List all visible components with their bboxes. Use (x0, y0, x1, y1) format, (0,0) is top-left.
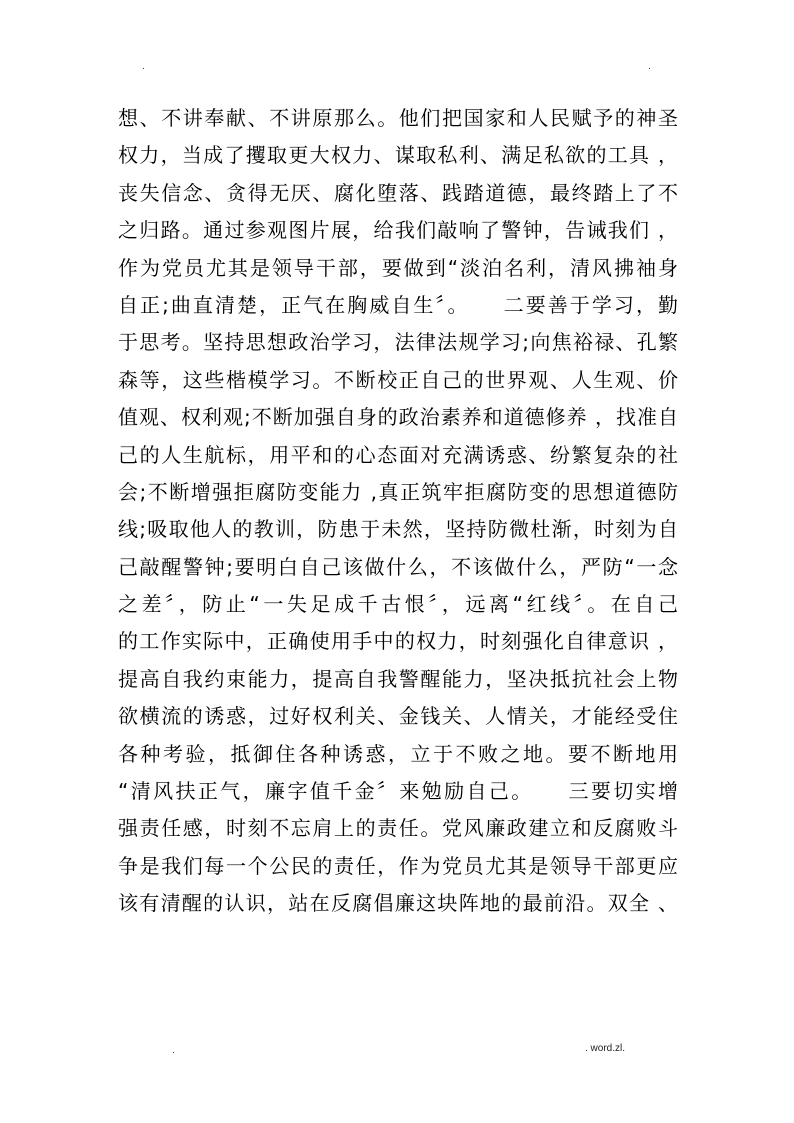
footer-source: . word.zl. (585, 1043, 626, 1054)
body-text (118, 100, 678, 923)
footer-mark-left: . (172, 1046, 175, 1056)
text-line: 各种考验，抵御住各种诱惑，立于不败之地。要不断地用 (118, 741, 678, 766)
text-line: 的工作实际中，正确使用手中的权力，时刻强化自律意识 ， (118, 629, 678, 654)
text-line: 于思考。坚持思想政治学习，法律法规学习;向焦裕禄、孔繁 (118, 330, 678, 355)
text-line: 己敲醒警钟;要明白自己该做什么，不该做什么，严防“一念 (118, 554, 678, 579)
text-line: 欲横流的诱惑，过好权利关、金钱关、人情关，才能经受住 (118, 704, 678, 729)
header-mark-right: . (648, 62, 651, 72)
text-line: “清风扶正气，廉字值千金〞来勉励自己。 三要切实增 (118, 779, 678, 804)
text-line: 权力，当成了攫取更大权力、谋取私利、满足私欲的工具 ， (118, 143, 678, 168)
text-line: 己的人生航标，用平和的心态面对充满诱惑、纷繁复杂的社 (118, 442, 678, 467)
text-line: 作为党员尤其是领导干部，要做到“淡泊名利，清风拂袖身 (118, 255, 678, 280)
text-line: 提高自我约束能力，提高自我警醒能力，坚决抵抗社会上物 (118, 666, 678, 691)
text-line: 森等，这些楷模学习。不断校正自己的世界观、人生观、价 (118, 367, 678, 392)
text-line: 自正;曲直清楚，正气在胸威自生〞。 二要善于学习，勤 (118, 292, 678, 317)
text-line: 该有清醒的认识，站在反腐倡廉这块阵地的最前沿。双全 、 (118, 891, 678, 916)
text-line: 之差〞，防止“一失足成千古恨〞，远离“红线〞。在自己 (118, 592, 678, 617)
text-line: 想、不讲奉献、不讲原那么。他们把国家和人民赋予的神圣 (118, 106, 678, 130)
text-line: 值观、权利观;不断加强自身的政治素养和道德修养 ，找准自 (118, 405, 678, 430)
text-line: 丧失信念、贪得无厌、腐化堕落、践踏道德，最终踏上了不 (118, 180, 678, 205)
text-line: 争是我们每一个公民的责任，作为党员尤其是领导干部更应 (118, 853, 678, 878)
header-mark-left: . (142, 62, 145, 72)
text-line: 会;不断增强拒腐防变能力 ,真正筑牢拒腐防变的思想道德防 (118, 479, 678, 504)
text-line: 之归路。通过参观图片展，给我们敲响了警钟，告诫我们 ， (118, 218, 678, 243)
text-line: 线;吸取他人的教训，防患于未然，坚持防微杜渐，时刻为自 (118, 517, 678, 542)
text-line: 强责任感，时刻不忘肩上的责任。党风廉政建立和反腐败斗 (118, 816, 678, 841)
